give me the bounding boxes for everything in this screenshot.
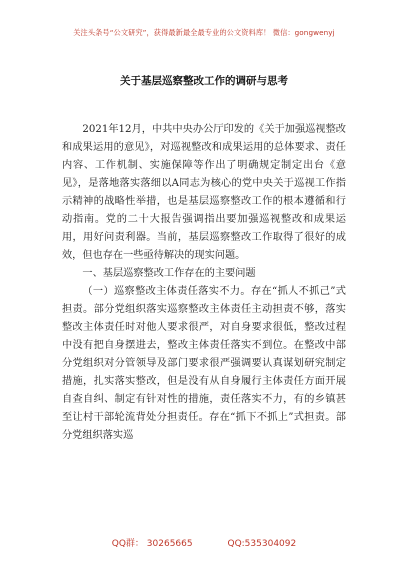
footer-qq-group: QQ群： 30265665 <box>111 539 193 549</box>
paragraph-intro: 2021年12月，中共中央办公厅印发的《关于加强巡视整改和成果运用的意见》，对巡视整改和成果运用的总体要求、责任内容、工作机制、实施保障等作出了明确规定制定出台《意见》，是落地落实落细以A同志为核心的党中央关于巡视工作指示精神的战略性举措，也是基层巡察整改工作的根本遵循和行动指南。党的二十大报告强调指出要加强巡视整改和成果运用，用好问责利器。当前，基层巡察整改工作取得了很好的成效，但也存在一些亟待解决的现实问题。 <box>62 124 346 261</box>
footer <box>0 536 408 549</box>
footer-qq: QQ:535304092 <box>227 539 297 549</box>
document-title: 关于基层巡察整改工作的调研与思考 <box>120 75 288 87</box>
section-heading: 一、基层巡察整改工作存在的主要问题 <box>82 268 256 279</box>
document-body <box>62 121 346 445</box>
header-banner: 关注头条号“公文研究”，获得最新最全最专业的公文资料库！ 微信：gongwenyj <box>73 28 335 37</box>
paragraph-subsection-1: （一）巡察整改主体责任落实不力。存在“抓人不抓己”式担责。部分党组织落实巡察整改主体责任主动担责不够，落实整改主体责任时对他人要求很严，对自身要求很低，整改过程中没有把自身摆进去，整改主体责任落实不到位。在整改中部分党组织对分管领导及部门要求很严强调要认真谋划研究制定措施，扎实落实整改，但是没有从自身履行主体责任方面开展自查自纠、制定有针对性的措施，责任落实不力，有的乡镇甚至让村干部轮流背处分担责任。存在“抓下不抓上”式担责。部分党组织落实巡 <box>62 286 346 441</box>
